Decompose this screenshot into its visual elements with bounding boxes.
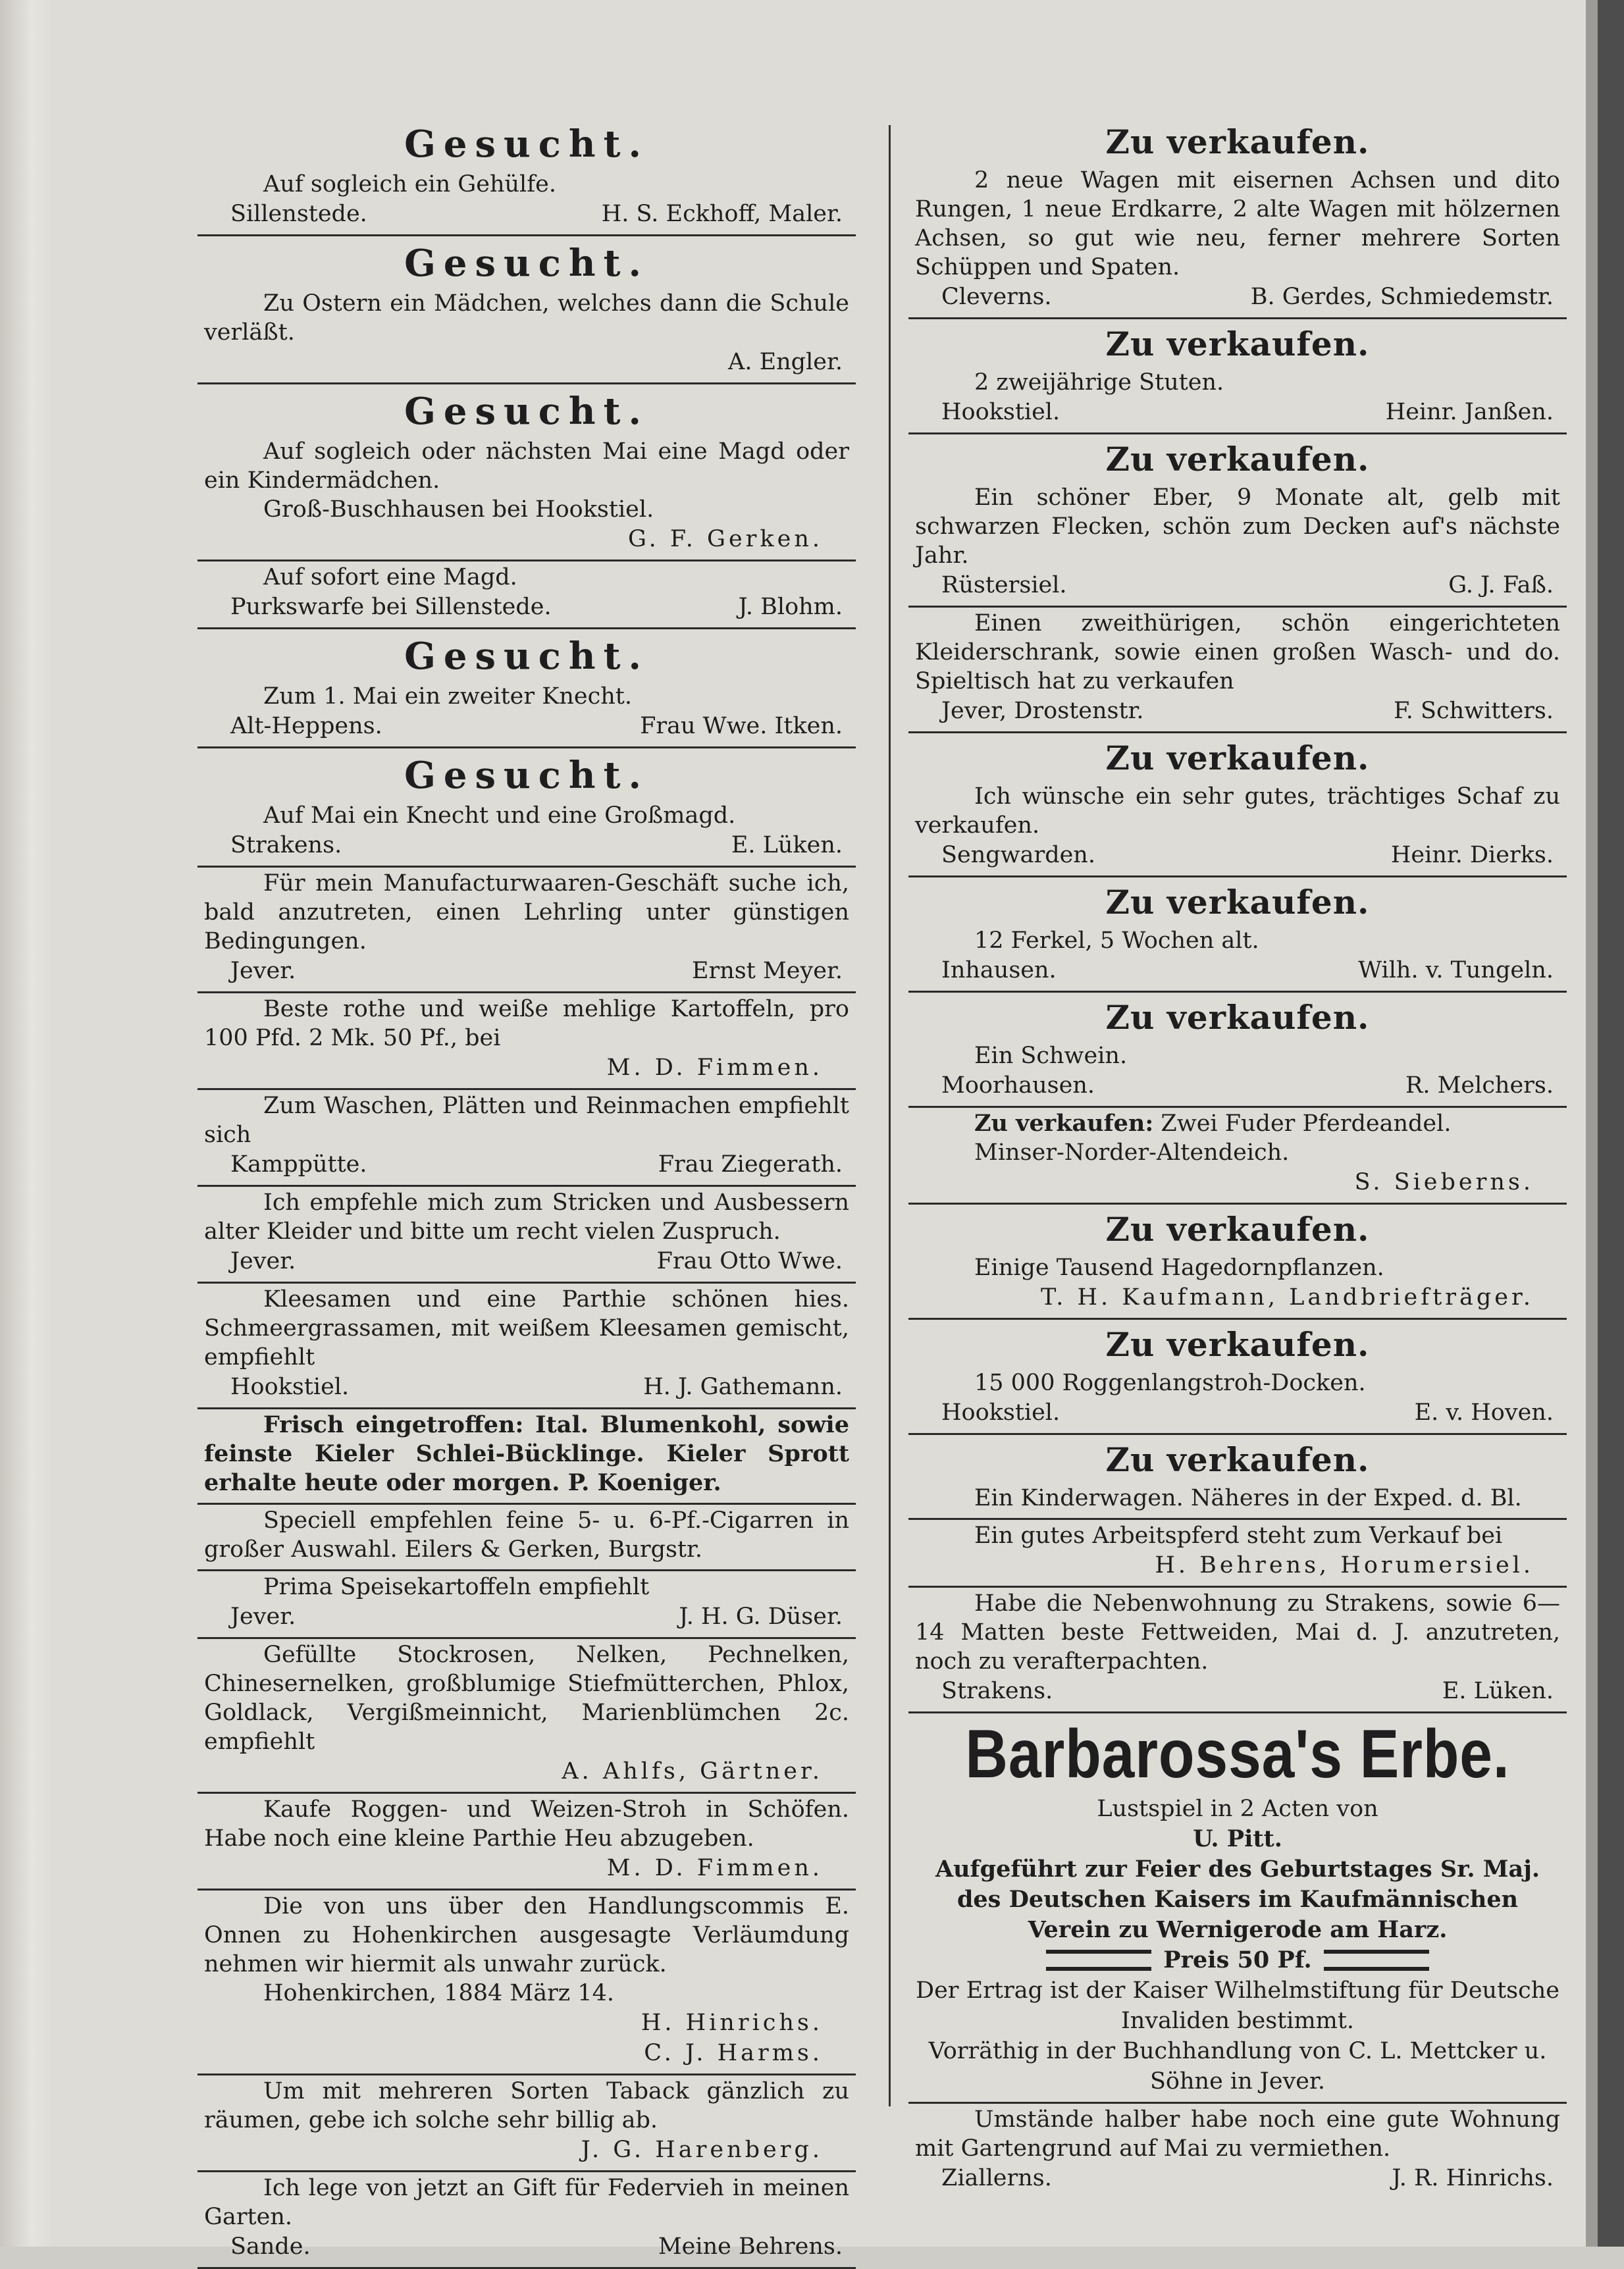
ad-heading: Gesucht. (404, 122, 649, 166)
barbarossa-note: Der Ertrag ist der Kaiser Wilhelmstiftung für Deutsche Invaliden bestimmt. (916, 1977, 1559, 2034)
ad-body: 2 neue Wagen mit eisernen Achsen und dito Rungen, 1 neue Erdkarre, 2 alte Wagen mit hölzernen Achsen, so gut wie neu, ferner mehrere Sorten Schüppen und Spaten. (915, 167, 1560, 280)
price-bar-right (1324, 1950, 1429, 1971)
ad-footer (915, 1070, 1560, 1101)
ad-block (197, 1639, 856, 1794)
ad-footer (915, 397, 1560, 427)
ad-heading: Zu verkaufen. (1105, 998, 1370, 1037)
ad-signature: Heinr. Dierks. (1390, 842, 1554, 868)
barbarossa-price: Preis 50 Pf. (1163, 1946, 1312, 1973)
ad-footer (204, 1149, 849, 1180)
ad-body: Zu Ostern ein Mädchen, welches dann die Schule verläßt. (204, 290, 849, 346)
ad-heading: Zu verkaufen. (1105, 739, 1370, 777)
column-divider (889, 125, 891, 2106)
ad-block (908, 1588, 1567, 1713)
ad-block (197, 1409, 856, 1505)
ad-footer (204, 1246, 849, 1276)
ad-signature: M. D. Fimmen. (606, 1855, 823, 1881)
ad-body: Prima Speisekartoffeln empfiehlt (263, 1574, 650, 1600)
ad-block (908, 117, 1567, 319)
ad-footer (915, 570, 1560, 600)
ad-body: Zum 1. Mai ein zweiter Knecht. (263, 683, 632, 710)
ad-block (908, 1520, 1567, 1588)
ad-heading: Zu verkaufen. (1105, 883, 1370, 922)
ad-place: Sillenstede. (230, 201, 367, 227)
ad-heading: Zu verkaufen. (1105, 1210, 1370, 1249)
left-column (197, 117, 856, 2269)
ad-footer (915, 696, 1560, 726)
ad-block (197, 561, 856, 629)
ad-signature: E. Lüken. (731, 832, 843, 858)
ad-signature: A. Engler. (728, 349, 843, 375)
ad-line: Groß-Buschhausen bei Hookstiel. (263, 496, 654, 523)
ad-block (197, 1505, 856, 1571)
ad-body: Für mein Manufacturwaaren-Geschäft suche ich, bald anzutreten, einen Lehrling unter günstigen Bedingungen. (204, 870, 849, 954)
ad-signature: R. Melchers. (1405, 1072, 1554, 1099)
ad-place: Ziallerns. (941, 2165, 1052, 2191)
ad-block (197, 1794, 856, 1891)
ad-signature: M. D. Fimmen. (606, 1055, 823, 1081)
ad-footer (204, 199, 849, 229)
ad-block (908, 2104, 1567, 2199)
ad-footer (915, 955, 1560, 985)
ad-signature: Frau Ziegerath. (658, 1151, 843, 1178)
ad-place: Sande. (230, 2233, 311, 2260)
ad-signature: Wilh. v. Tungeln. (1358, 957, 1554, 983)
barbarossa-subtitle: Lustspiel in 2 Acten von (1097, 1796, 1378, 1822)
ad-heading: Gesucht. (404, 242, 649, 285)
ad-footer (204, 956, 849, 986)
ad-body: Auf sofort eine Magd. (263, 564, 517, 590)
ad-place: Alt-Heppens. (230, 713, 382, 739)
ad-footer (915, 840, 1560, 870)
ad-place: Cleverns. (941, 284, 1052, 310)
ad-body: 12 Ferkel, 5 Wochen alt. (974, 927, 1259, 954)
ad-body: Ein gutes Arbeitspferd steht zum Verkauf bei (974, 1523, 1503, 1549)
ad-signature: H. Behrens, Horumersiel. (1155, 1552, 1534, 1578)
ad-heading: Zu verkaufen. (1105, 440, 1370, 479)
ad-footer (204, 347, 849, 377)
ad-footer (915, 1397, 1560, 1428)
ad-signature: A. Ahlfs, Gärtner. (562, 1758, 823, 1785)
ad-signature: J. R. Hinrichs. (1392, 2165, 1554, 2191)
ad-footer (915, 282, 1560, 312)
ad-body: Gefüllte Stockrosen, Nelken, Pechnelken, Chinesernelken, großblumige Stiefmütterchen, Phlox, Goldlack, Vergißmeinnicht, Marienblümchen 2c. empfiehlt (204, 1642, 849, 1755)
ad-body: Kaufe Roggen- und Weizen-Stroh in Schöfen. Habe noch eine kleine Parthie Heu abzugeben. (204, 1796, 849, 1852)
ad-signature: G. J. Faß. (1448, 572, 1554, 598)
ad-body: Frisch eingetroffen: Ital. Blumenkohl, sowie feinste Kieler Schlei-Bücklinge. Kieler Sprott erhalte heute oder morgen. P. Koeniger. (204, 1411, 849, 1496)
ad-body: Umstände halber habe noch eine gute Wohnung mit Gartengrund auf Mai zu vermiethen. (915, 2106, 1560, 2162)
ad-body: Zum Waschen, Plätten und Reinmachen empfiehlt sich (204, 1093, 849, 1148)
ad-place: Kamppütte. (230, 1151, 367, 1178)
ad-heading: Zu verkaufen. (1105, 122, 1370, 161)
ad-body: Die von uns über den Handlungscommis E. Onnen zu Hohenkirchen ausgesagte Verläumdung nehmen wir hiermit als unwahr zurück. (204, 1893, 849, 1977)
ad-footer (204, 592, 849, 622)
barbarossa-ad (908, 1713, 1567, 2104)
ad-heading: Gesucht. (404, 390, 649, 433)
ad-block (197, 236, 856, 384)
ad-place: Jever. (230, 1604, 296, 1630)
barbarossa-author: U. Pitt. (1193, 1825, 1282, 1852)
ad-signature: Frau Wwe. Itken. (640, 713, 843, 739)
ad-block (197, 993, 856, 1090)
ad-block (197, 2075, 856, 2172)
ad-block (908, 993, 1567, 1108)
ad-block (197, 748, 856, 868)
ad-heading: Zu verkaufen. (1105, 1440, 1370, 1479)
ad-signature: F. Schwitters. (1393, 698, 1554, 724)
scan-right-shadow (1586, 0, 1598, 2247)
ad-footer (204, 830, 849, 860)
ad-signature: T. H. Kaufmann, Landbriefträger. (1041, 1284, 1534, 1311)
ad-body (915, 1109, 1560, 1138)
ad-body-bold: Zu verkaufen: (974, 1110, 1154, 1137)
ad-signature: Ernst Meyer. (691, 958, 843, 984)
ad-place: Strakens. (230, 832, 342, 858)
ad-signature: H. S. Eckhoff, Maler. (601, 201, 843, 227)
ad-signature: B. Gerdes, Schmiedemstr. (1250, 284, 1554, 310)
ad-footer (204, 1372, 849, 1402)
ad-body-text: Zwei Fuder Pferdeandel. (1153, 1110, 1452, 1137)
ad-signature: S. Sieberns. (1354, 1169, 1534, 1195)
ad-signature: C. J. Harms. (644, 2040, 823, 2066)
ad-block (908, 434, 1567, 608)
ad-block (197, 1284, 856, 1409)
ad-signature: H. Hinrichs. (641, 2010, 823, 2036)
ad-body: Beste rothe und weiße mehlige Kartoffeln, pro 100 Pfd. 2 Mk. 50 Pf., bei (204, 996, 849, 1051)
ad-place: Hookstiel. (941, 1399, 1061, 1426)
price-bar-left (1046, 1950, 1151, 1971)
ad-signature: G. F. Gerken. (627, 526, 823, 552)
ad-body: Ich wünsche ein sehr gutes, trächtiges Schaf zu verkaufen. (915, 783, 1560, 839)
scan-left-margin (0, 0, 53, 2247)
ad-block (197, 384, 856, 561)
ad-signature: J. H. G. Düser. (679, 1604, 843, 1630)
ad-body: Habe die Nebenwohnung zu Strakens, sowie 6—14 Matten beste Fettweiden, Mai d. J. anzutreten, noch zu verafterpachten. (915, 1590, 1560, 1675)
ad-block (197, 1090, 856, 1187)
scan-right-edge (1598, 0, 1624, 2247)
ad-body: Ich lege von jetzt an Gift für Federvieh in meinen Garten. (204, 2175, 849, 2230)
ad-block (908, 1108, 1567, 1205)
ad-heading: Gesucht. (404, 754, 649, 797)
ad-body: Ein Kinderwagen. Näheres in der Exped. d. Bl. (974, 1485, 1522, 1511)
ad-signature: E. v. Hoven. (1414, 1399, 1554, 1426)
ad-block (197, 1187, 856, 1284)
barbarossa-availability: Vorräthig in der Buchhandlung von C. L. Mettcker u. Söhne in Jever. (928, 2038, 1547, 2095)
ad-footer (204, 1602, 849, 1632)
ad-body: Einige Tausend Hagedornpflanzen. (974, 1255, 1384, 1281)
barbarossa-title: Barbarossa's Erbe. (965, 1716, 1510, 1792)
ad-block (908, 1205, 1567, 1320)
ad-place: Purkswarfe bei Sillenstede. (230, 594, 552, 620)
ad-body: Kleesamen und eine Parthie schönen hies. Schmeergrassamen, mit weißem Kleesamen gemischt, empfiehlt (204, 1286, 849, 1370)
ad-block (908, 877, 1567, 993)
ad-heading: Zu verkaufen. (1105, 1325, 1370, 1364)
ad-signature: J. Blohm. (738, 594, 843, 620)
ad-signature: Meine Behrens. (658, 2233, 843, 2260)
ad-block (197, 1891, 856, 2075)
ad-block (197, 1571, 856, 1639)
ad-place: Jever. (230, 1248, 296, 1274)
ad-block (908, 319, 1567, 434)
ad-body: Ich empfehle mich zum Stricken und Ausbessern alter Kleider und bitte um recht vielen Zuspruch. (204, 1189, 849, 1245)
ad-body: Auf sogleich oder nächsten Mai eine Magd oder ein Kindermädchen. (204, 438, 849, 494)
ad-block (197, 117, 856, 236)
ad-signature: Frau Otto Wwe. (656, 1248, 843, 1274)
ad-body: Ein Schwein. (974, 1043, 1128, 1069)
ad-place: Moorhausen. (941, 1072, 1095, 1099)
ad-signature: Heinr. Janßen. (1385, 399, 1554, 425)
ad-place: Inhausen. (941, 957, 1057, 983)
ad-place: Jever. (230, 958, 296, 984)
ad-signature: J. G. Harenberg. (581, 2137, 823, 2163)
ad-heading: Zu verkaufen. (1105, 325, 1370, 363)
ad-body: Um mit mehreren Sorten Taback gänzlich zu räumen, gebe ich solche sehr billig ab. (204, 2078, 849, 2133)
ad-footer (204, 2231, 849, 2262)
ad-line: Hohenkirchen, 1884 März 14. (263, 1980, 615, 2006)
ad-place: Strakens. (941, 1678, 1053, 1704)
ad-block (197, 629, 856, 748)
ad-place: Hookstiel. (230, 1374, 350, 1400)
ad-line: Minser-Norder-Altendeich. (974, 1139, 1290, 1166)
ad-body: Auf sogleich ein Gehülfe. (263, 171, 557, 197)
ad-place: Hookstiel. (941, 399, 1061, 425)
ad-place: Jever, Drostenstr. (941, 698, 1144, 724)
ad-footer (915, 1676, 1560, 1706)
ad-footer (204, 711, 849, 741)
right-column (908, 117, 1567, 2199)
barbarossa-description: Aufgeführt zur Feier des Geburtstages Sr. Maj. des Deutschen Kaisers im Kaufmännischen Verein zu Wernigerode am Harz. (935, 1856, 1540, 1943)
ad-body: Einen zweithürigen, schön eingerichteten Kleiderschrank, sowie einen großen Wasch- und do. Spieltisch hat zu verkaufen (915, 610, 1560, 694)
ad-block (197, 2172, 856, 2269)
ad-block (197, 868, 856, 993)
ad-block (908, 733, 1567, 877)
barbarossa-price-row (915, 1945, 1560, 1975)
ad-body: 2 zweijährige Stuten. (974, 369, 1224, 396)
ad-body: Ein schöner Eber, 9 Monate alt, gelb mit schwarzen Flecken, schön zum Decken auf's nächste Jahr. (915, 484, 1560, 569)
ad-body: Speciell empfehlen feine 5- u. 6-Pf.-Cigarren in großer Auswahl. Eilers & Gerken, Burgstr. (204, 1507, 849, 1563)
ad-block (908, 608, 1567, 733)
ad-body: 15 000 Roggenlangstroh-Docken. (974, 1370, 1366, 1396)
ad-block (908, 1435, 1567, 1520)
ad-block (908, 1320, 1567, 1435)
ad-signature: E. Lüken. (1442, 1678, 1554, 1704)
ad-signature: H. J. Gathemann. (643, 1374, 843, 1400)
ad-place: Rüstersiel. (941, 572, 1067, 598)
ad-footer (915, 2163, 1560, 2193)
ad-body: Auf Mai ein Knecht und eine Großmagd. (263, 802, 736, 829)
ad-heading: Gesucht. (404, 635, 649, 678)
ad-place: Sengwarden. (941, 842, 1095, 868)
